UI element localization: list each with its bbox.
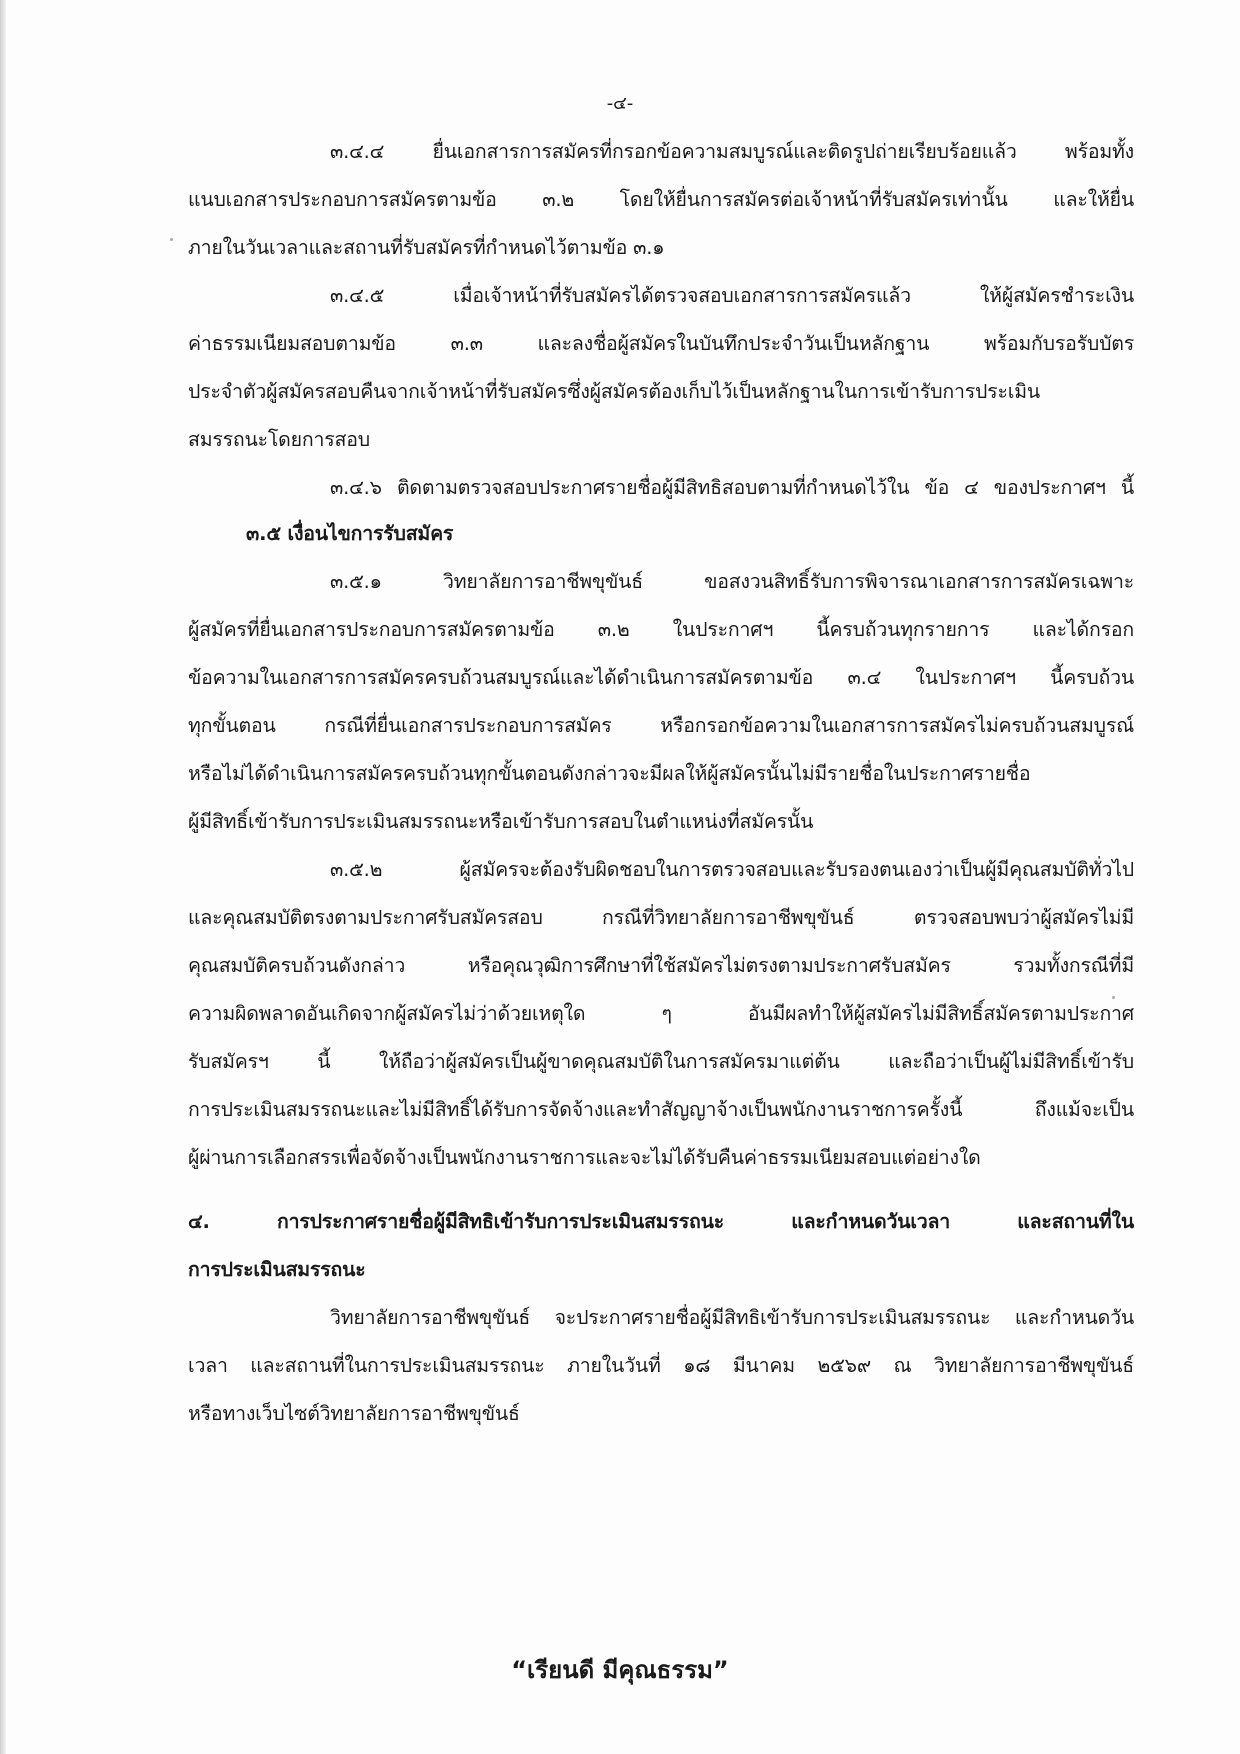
paragraph-line: ผู้สมัครที่ยื่นเอกสารประกอบการสมัครตามข้อ ๓.๒ ในประกาศฯ นี้ครบถ้วนทุกรายการ และได้กรอก xyxy=(188,618,1134,641)
paragraph-line: ภายในวันเวลาและสถานที่รับสมัครที่กำหนดไว้ตามข้อ ๓.๑ xyxy=(188,236,665,259)
paragraph-line: วิทยาลัยการอาชีพขุขันธ์ จะประกาศรายชื่อผู้มีสิทธิเข้ารับการประเมินสมรรถนะ และกำหนดวัน xyxy=(330,1306,1134,1329)
page-number: -๔- xyxy=(606,93,634,114)
paragraph-line: หรือทางเว็บไซต์วิทยาลัยการอาชีพขุขันธ์ xyxy=(188,1402,520,1425)
section-heading-4: ๔. การประกาศรายชื่อผู้มีสิทธิเข้ารับการประเมินสมรรถนะ และกำหนดวันเวลา และสถานที่ใน xyxy=(188,1210,1134,1233)
paragraph-line: ข้อความในเอกสารการสมัครครบถ้วนสมบูรณ์และได้ดำเนินการสมัครตามข้อ ๓.๔ ในประกาศฯ นี้ครบถ้วน xyxy=(188,666,1134,689)
paragraph-line: แนบเอกสารประกอบการสมัครตามข้อ ๓.๒ โดยให้ยื่นการสมัครต่อเจ้าหน้าที่รับสมัครเท่านั้น และให้ยื่น xyxy=(188,188,1134,211)
paragraph-line: รับสมัครฯ นี้ ให้ถือว่าผู้สมัครเป็นผู้ขาดคุณสมบัติในการสมัครมาแต่ต้น และถือว่าเป็นผู้ไม่มีสิทธิ์เข้ารับ xyxy=(188,1050,1134,1073)
section-heading-4-cont: การประเมินสมรรถนะ xyxy=(188,1258,366,1281)
paragraph-line: หรือไม่ได้ดำเนินการสมัครครบถ้วนทุกขั้นตอนดังกล่าวจะมีผลให้ผู้สมัครนั้นไม่มีรายชื่อในประกาศรายชื่อ xyxy=(188,762,1031,785)
paragraph-line: เวลา และสถานที่ในการประเมินสมรรถนะ ภายในวันที่ ๑๘ มีนาคม ๒๕๖๙ ณ วิทยาลัยการอาชีพขุขันธ์ xyxy=(188,1354,1134,1377)
paragraph-line: การประเมินสมรรถนะและไม่มีสิทธิ์ได้รับการจัดจ้างและทำสัญญาจ้างเป็นพนักงานราชการครั้งนี้ ถึงแม้จะเป็น xyxy=(188,1098,1134,1121)
paragraph-line: ผู้ผ่านการเลือกสรรเพื่อจัดจ้างเป็นพนักงานราชการและจะไม่ได้รับคืนค่าธรรมเนียมสอบแต่อย่างใด xyxy=(188,1146,981,1169)
paragraph-line: ๓.๕.๒ ผู้สมัครจะต้องรับผิดชอบในการตรวจสอบและรับรองตนเองว่าเป็นผู้มีคุณสมบัติทั่วไป xyxy=(330,858,1134,881)
paragraph-line: ความผิดพลาดอันเกิดจากผู้สมัครไม่ว่าด้วยเหตุใด ๆ อันมีผลทำให้ผู้สมัครไม่มีสิทธิ์สมัครตามประกาศ xyxy=(188,1002,1134,1025)
paragraph-line: ๓.๔.๕ เมื่อเจ้าหน้าที่รับสมัครได้ตรวจสอบเอกสารการสมัครแล้ว ให้ผู้สมัครชำระเงิน xyxy=(330,284,1134,307)
scan-edge xyxy=(0,0,6,1754)
scan-speck xyxy=(170,238,173,241)
scan-speck xyxy=(1112,996,1115,999)
section-heading-3-5: ๓.๕ เงื่อนไขการรับสมัคร xyxy=(246,522,454,545)
paragraph-line: ผู้มีสิทธิ์เข้ารับการประเมินสมรรถนะหรือเข้ารับการสอบในตำแหน่งที่สมัครนั้น xyxy=(188,810,814,833)
paragraph-line: ๓.๔.๔ ยื่นเอกสารการสมัครที่กรอกข้อความสมบูรณ์และติดรูปถ่ายเรียบร้อยแล้ว พร้อมทั้ง xyxy=(330,140,1134,163)
paragraph-line: ๓.๕.๑ วิทยาลัยการอาชีพขุขันธ์ ขอสงวนสิทธิ์รับการพิจารณาเอกสารการสมัครเฉพาะ xyxy=(330,570,1134,593)
paragraph-line: ทุกขั้นตอน กรณีที่ยื่นเอกสารประกอบการสมัคร หรือกรอกข้อความในเอกสารการสมัครไม่ครบถ้วนสมบูรณ์ xyxy=(188,714,1134,737)
paragraph-line: ๓.๔.๖ ติดตามตรวจสอบประกาศรายชื่อผู้มีสิทธิสอบตามที่กำหนดไว้ใน ข้อ ๔ ของประกาศฯ นี้ xyxy=(330,476,1134,499)
paragraph-line: คุณสมบัติครบถ้วนดังกล่าว หรือคุณวุฒิการศึกษาที่ใช้สมัครไม่ตรงตามประกาศรับสมัคร รวมทั้งกรณีที่มี xyxy=(188,954,1134,977)
paragraph-line: สมรรถนะโดยการสอบ xyxy=(188,428,370,451)
paragraph-line: ค่าธรรมเนียมสอบตามข้อ ๓.๓ และลงชื่อผู้สมัครในบันทึกประจำวันเป็นหลักฐาน พร้อมกับรอรับบัตร xyxy=(188,332,1134,355)
paragraph-line: ประจำตัวผู้สมัครสอบคืนจากเจ้าหน้าที่รับสมัครซึ่งผู้สมัครต้องเก็บไว้เป็นหลักฐานในการเข้ารับการประเมิน xyxy=(188,380,1040,403)
paragraph-line: และคุณสมบัติตรงตามประกาศรับสมัครสอบ กรณีที่วิทยาลัยการอาชีพขุขันธ์ ตรวจสอบพบว่าผู้สมัครไม่มี xyxy=(188,906,1134,929)
motto: “เรียนดี มีคุณธรรม” xyxy=(511,1656,729,1684)
